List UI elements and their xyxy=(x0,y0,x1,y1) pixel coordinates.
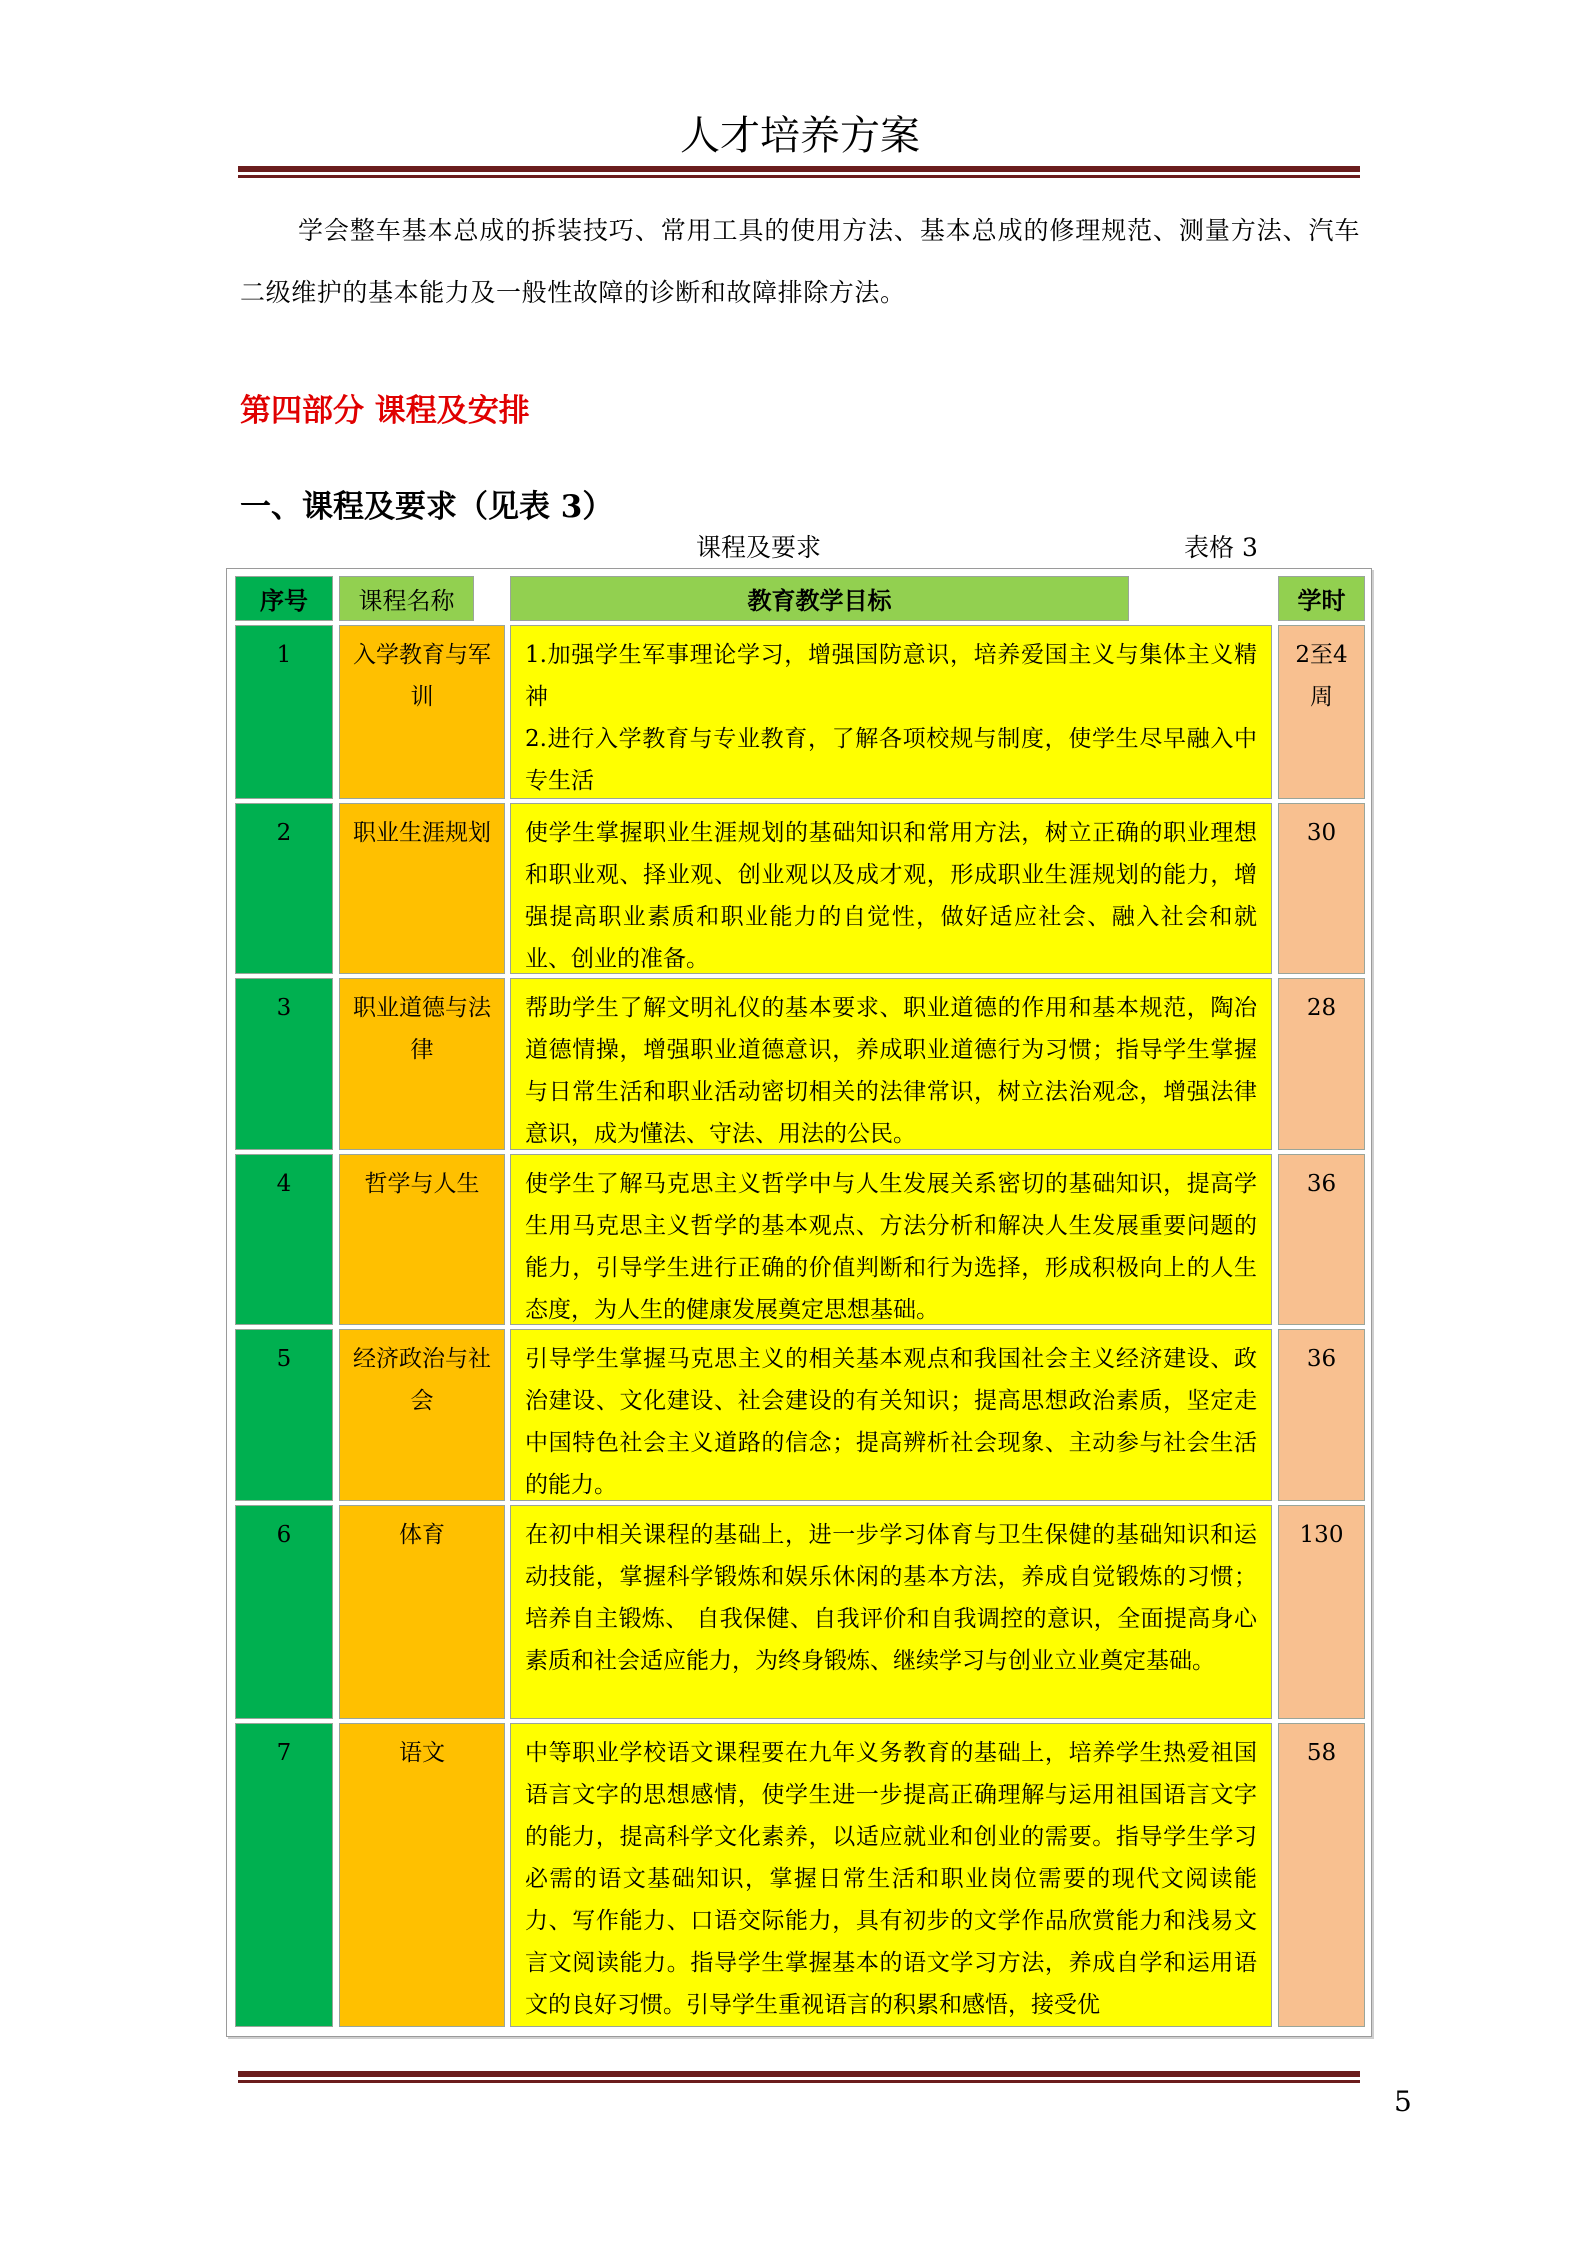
row-index: 5 xyxy=(235,1329,333,1501)
row-goal: 使学生掌握职业生涯规划的基础知识和常用方法，树立正确的职业理想和职业观、择业观、创业观以及成才观，形成职业生涯规划的能力，增强提高职业素质和职业能力的自觉性，做好适应社会、融入社会和就业、创业的准备。 xyxy=(510,803,1272,974)
row-index: 7 xyxy=(235,1723,333,2027)
row-hours: 2至4周 xyxy=(1278,625,1365,799)
header-course: 课程名称 xyxy=(339,576,474,621)
footer-divider xyxy=(238,2071,1360,2083)
intro-paragraph: 学会整车基本总成的拆装技巧、常用工具的使用方法、基本总成的修理规范、测量方法、汽车二级维护的基本能力及一般性故障的诊断和故障排除方法。 xyxy=(240,216,1360,307)
row-course: 职业生涯规划 xyxy=(339,803,505,974)
row-hours: 36 xyxy=(1278,1154,1365,1325)
row-course: 经济政治与社会 xyxy=(339,1329,505,1501)
goal-line: 2.进行入学教育与专业教育，了解各项校规与制度，使学生尽早融入中专生活 xyxy=(525,726,1257,794)
row-index: 6 xyxy=(235,1505,333,1719)
row-course: 哲学与人生 xyxy=(339,1154,505,1325)
row-index: 4 xyxy=(235,1154,333,1325)
row-hours: 36 xyxy=(1278,1329,1365,1501)
table-caption-title: 课程及要求 xyxy=(696,533,822,562)
table-caption-label: 表格 3 xyxy=(1184,533,1258,562)
row-goal xyxy=(510,625,1272,799)
row-course: 入学教育与军训 xyxy=(339,625,505,799)
row-index: 3 xyxy=(235,978,333,1150)
row-course: 语文 xyxy=(339,1723,505,2027)
page-header-title: 人才培养方案 xyxy=(680,113,920,159)
row-index: 2 xyxy=(235,803,333,974)
header-divider xyxy=(238,166,1360,178)
row-goal: 帮助学生了解文明礼仪的基本要求、职业道德的作用和基本规范，陶冶道德情操，增强职业道德意识，养成职业道德行为习惯；指导学生掌握与日常生活和职业活动密切相关的法律常识，树立法治观念，增强法律意识，成为懂法、守法、用法的公民。 xyxy=(510,978,1272,1150)
row-goal: 中等职业学校语文课程要在九年义务教育的基础上，培养学生热爱祖国语言文字的思想感情，使学生进一步提高正确理解与运用祖国语言文字的能力，提高科学文化素养，以适应就业和创业的需要。指导学生学习必需的语文基础知识，掌握日常生活和职业岗位需要的现代文阅读能力、写作能力、口语交际能力，具有初步的文学作品欣赏能力和浅易文言文阅读能力。指导学生掌握基本的语文学习方法，养成自学和运用语文的良好习惯。引导学生重视语言的积累和感悟，接受优 xyxy=(510,1723,1272,2027)
course-table xyxy=(226,568,1372,2037)
row-goal: 使学生了解马克思主义哲学中与人生发展关系密切的基础知识，提高学生用马克思主义哲学的基本观点、方法分析和解决人生发展重要问题的能力，引导学生进行正确的价值判断和行为选择，形成积极向上的人生态度，为人生的健康发展奠定思想基础。 xyxy=(510,1154,1272,1325)
row-hours: 130 xyxy=(1278,1505,1365,1719)
section-heading: 一、课程及要求（见表 3） xyxy=(240,489,614,525)
row-hours: 30 xyxy=(1278,803,1365,974)
header-hours: 学时 xyxy=(1278,576,1365,621)
header-goal: 教育教学目标 xyxy=(510,576,1129,621)
part-heading: 第四部分 课程及安排 xyxy=(240,393,530,429)
row-hours: 28 xyxy=(1278,978,1365,1150)
row-index: 1 xyxy=(235,625,333,799)
header-index: 序号 xyxy=(235,576,333,621)
row-goal: 在初中相关课程的基础上，进一步学习体育与卫生保健的基础知识和运动技能，掌握科学锻炼和娱乐休闲的基本方法，养成自觉锻炼的习惯；培养自主锻炼、 自我保健、自我评价和自我调控的意识，全面提高身心素质和社会适应能力，为终身锻炼、继续学习与创业立业奠定基础。 xyxy=(510,1505,1272,1719)
goal-line: 1.加强学生军事理论学习，增强国防意识，培养爱国主义与集体主义精神 xyxy=(525,642,1257,710)
page-number: 5 xyxy=(1394,2085,1412,2118)
row-course: 体育 xyxy=(339,1505,505,1719)
row-hours: 58 xyxy=(1278,1723,1365,2027)
row-course: 职业道德与法律 xyxy=(339,978,505,1150)
row-goal: 引导学生掌握马克思主义的相关基本观点和我国社会主义经济建设、政治建设、文化建设、社会建设的有关知识；提高思想政治素质，坚定走中国特色社会主义道路的信念；提高辨析社会现象、主动参与社会生活的能力。 xyxy=(510,1329,1272,1501)
